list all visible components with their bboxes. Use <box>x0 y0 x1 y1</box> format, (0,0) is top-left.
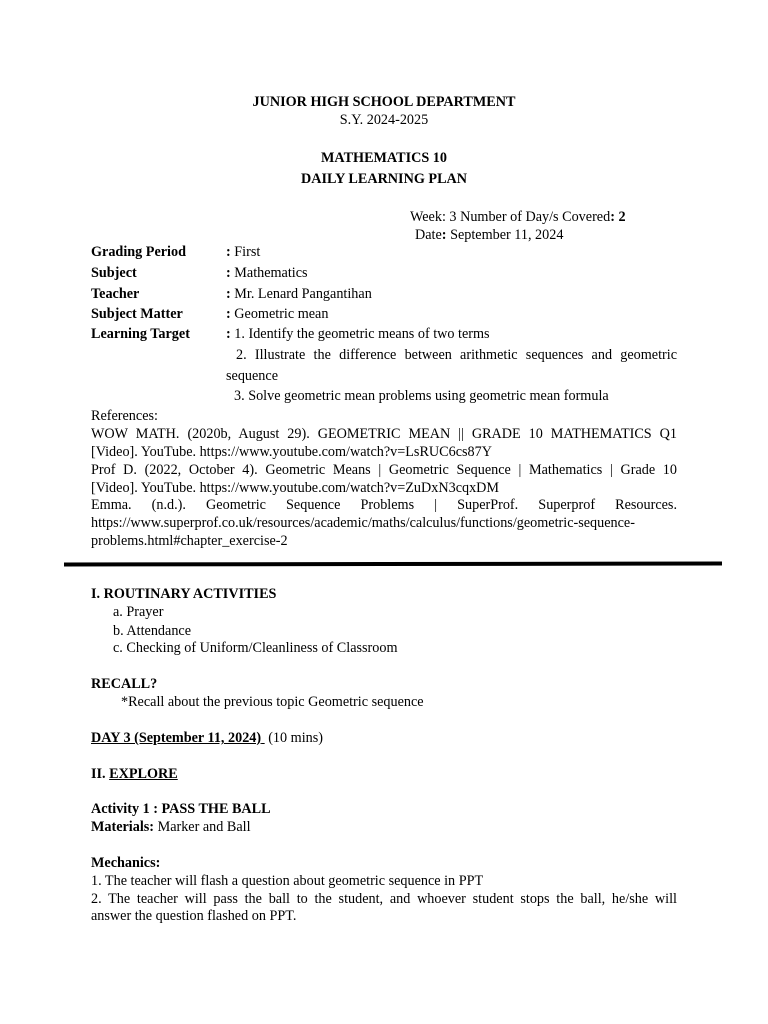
date-line <box>415 228 563 242</box>
department-title: JUNIOR HIGH SCHOOL DEPARTMENT <box>252 94 516 110</box>
recall-heading: RECALL? <box>91 676 158 692</box>
week-text: Week: 3 Number of Day/s Covered <box>410 209 611 225</box>
subject-value: : Mathematics <box>226 265 308 281</box>
recall-text: *Recall about the previous topic Geometric sequence <box>121 694 424 710</box>
week-line <box>410 210 626 224</box>
materials-value: Marker and Ball <box>154 819 251 835</box>
learning-target-3: 3. Solve geometric mean problems using geometric mean formula <box>234 388 609 404</box>
routinary-item-prayer: a. Prayer <box>113 604 164 620</box>
days-colon: : <box>610 209 615 225</box>
days-value: 2 <box>614 209 626 225</box>
plan-title: DAILY LEARNING PLAN <box>300 171 468 187</box>
reference-line-3: Prof D. (2022, October 4). Geometric Means | Geometric Sequence | Mathematics | Grade 10 <box>91 462 677 478</box>
learning-target-2-cont: sequence <box>226 368 278 384</box>
activity-label: Activity 1 : PASS THE BALL <box>91 801 271 817</box>
teacher-label: Teacher <box>91 286 140 302</box>
mechanics-heading: Mechanics: <box>91 855 161 871</box>
reference-line-4: [Video]. YouTube. https://www.youtube.com/watch?v=ZuDxN3cqxDM <box>91 480 500 496</box>
learning-target-1: : 1. Identify the geometric means of two terms <box>226 326 490 342</box>
reference-line-5: Emma. (n.d.). Geometric Sequence Problems | SuperProf. Superprof Resources. <box>91 497 677 513</box>
routinary-item-attendance: b. Attendance <box>113 623 192 639</box>
day-line <box>91 731 323 745</box>
section-divider <box>64 561 722 566</box>
subject-matter-label: Subject Matter <box>91 306 183 322</box>
date-value: September 11, 2024 <box>446 227 564 243</box>
reference-line-6: https://www.superprof.co.uk/resources/academic/maths/calculus/functions/geometric-sequence- <box>91 515 635 531</box>
reference-line-7: problems.html#chapter_exercise-2 <box>91 533 288 549</box>
subject-matter-value: : Geometric mean <box>226 306 329 322</box>
learning-target-label: Learning Target <box>91 326 190 342</box>
materials-line <box>91 820 251 834</box>
teacher-value: : Mr. Lenard Pangantihan <box>226 286 372 302</box>
subject-title: MATHEMATICS 10 <box>321 150 447 166</box>
date-label: Date <box>415 227 442 243</box>
reference-line-1: WOW MATH. (2020b, August 29). GEOMETRIC MEAN || GRADE 10 MATHEMATICS Q1 <box>91 426 677 442</box>
mechanics-step-1: 1. The teacher will flash a question about geometric sequence in PPT <box>91 873 484 889</box>
subject-label: Subject <box>91 265 137 281</box>
routinary-heading: I. ROUTINARY ACTIVITIES <box>91 586 277 602</box>
grading-period-value: : First <box>226 244 261 260</box>
date-colon: : <box>441 227 447 243</box>
explore-heading: II. EXPLORE <box>91 766 178 782</box>
routinary-item-uniform: c. Checking of Uniform/Cleanliness of Classroom <box>113 640 398 656</box>
school-year: S.Y. 2024-2025 <box>339 112 429 128</box>
mechanics-step-2-cont: answer the question flashed on PPT. <box>91 908 297 924</box>
learning-target-2: 2. Illustrate the difference between arithmetic sequences and geometric <box>236 347 677 363</box>
mechanics-step-2: 2. The teacher will pass the ball to the student, and whoever student stops the ball, he/she will <box>91 891 677 907</box>
day-duration: (10 mins) <box>268 730 323 746</box>
materials-label: Materials: <box>91 819 155 835</box>
grading-period-label: Grading Period <box>91 244 186 260</box>
reference-line-2: [Video]. YouTube. https://www.youtube.com/watch?v=LsRUC6cs87Y <box>91 444 492 460</box>
references-heading: References: <box>91 408 158 424</box>
day-label: DAY 3 (September 11, 2024) <box>91 730 262 746</box>
